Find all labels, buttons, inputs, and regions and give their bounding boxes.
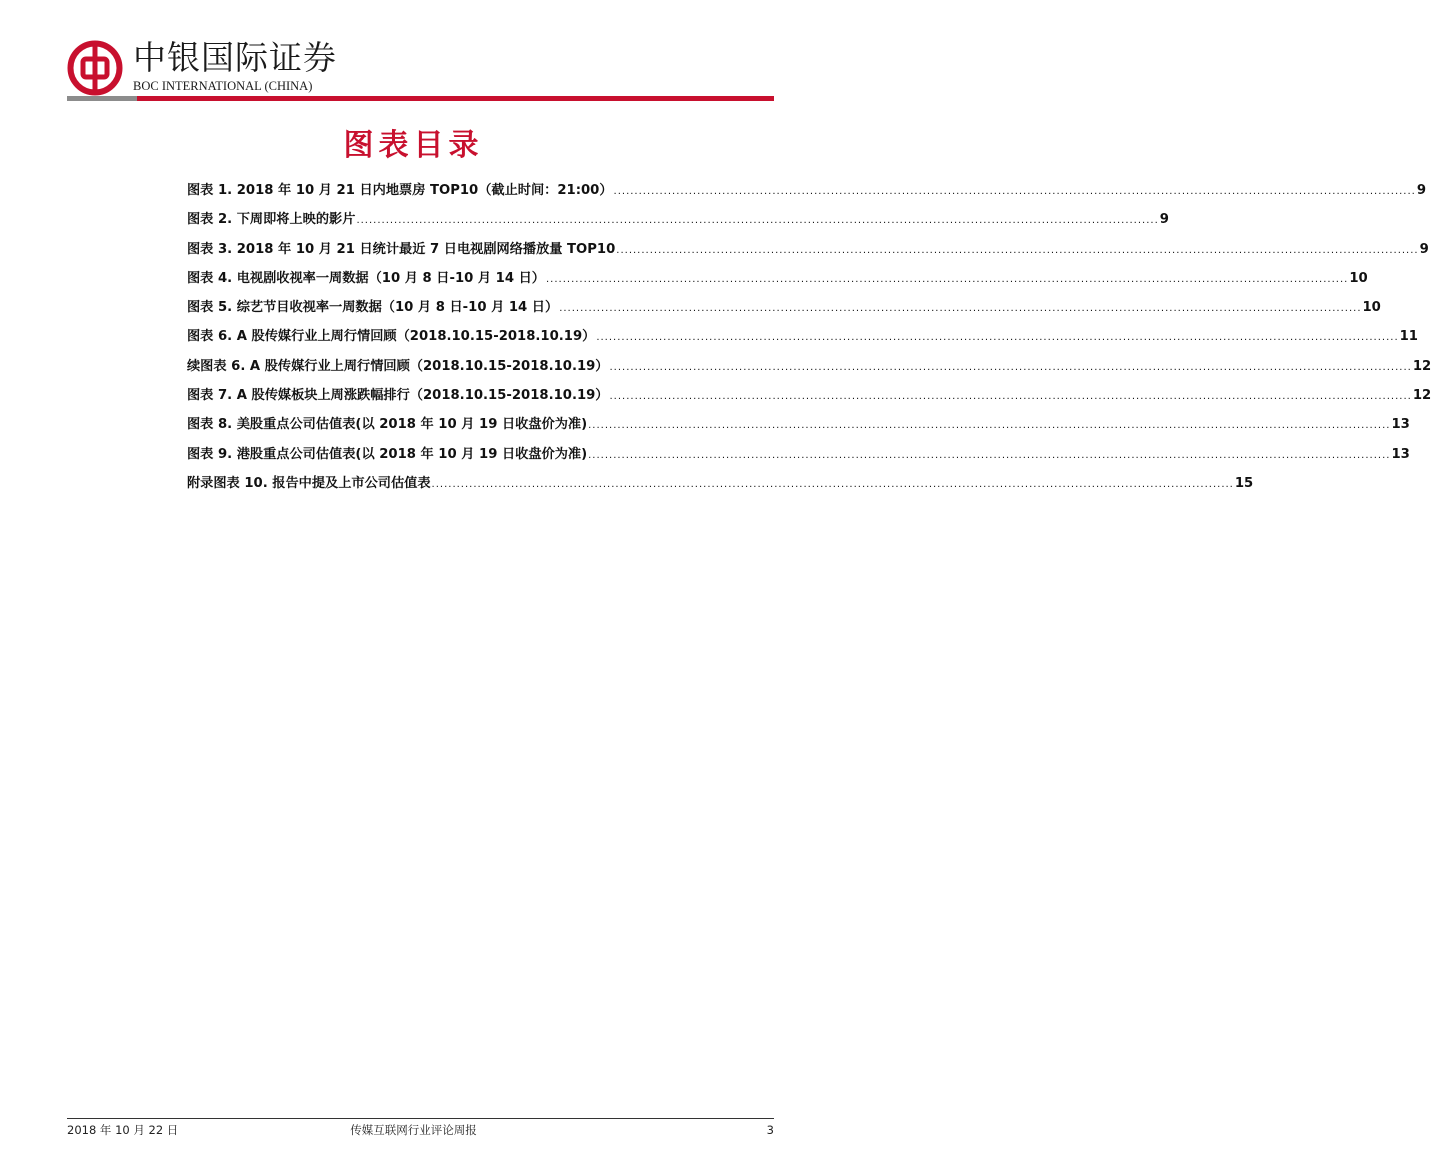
toc-entry-label: 图表 8. 美股重点公司估值表(以 2018 年 10 月 19 日收盘价为准) bbox=[187, 417, 588, 433]
toc-entry[interactable] bbox=[187, 180, 1427, 209]
toc-entry-page: 9 bbox=[1159, 212, 1169, 228]
toc-entry[interactable] bbox=[187, 268, 1368, 297]
brand-name-chinese: 中银国际证券 bbox=[133, 38, 337, 77]
toc-entry-page: 10 bbox=[1349, 270, 1368, 286]
toc-entry-page: 9 bbox=[1416, 183, 1427, 198]
dot-leader bbox=[616, 240, 1418, 262]
toc-entry-page: 13 bbox=[1391, 417, 1410, 433]
toc-entry-label: 图表 9. 港股重点公司估值表(以 2018 年 10 月 19 日收盘价为准) bbox=[187, 446, 588, 462]
dot-leader bbox=[610, 386, 1412, 408]
toc-entry-page: 12 bbox=[1412, 358, 1431, 374]
toc-entry[interactable] bbox=[187, 385, 1431, 414]
toc-list bbox=[187, 180, 1431, 502]
page-title: 图表目录 bbox=[343, 128, 484, 163]
dot-leader bbox=[614, 181, 1416, 203]
toc-entry[interactable] bbox=[187, 297, 1381, 326]
toc-entry-label: 图表 5. 综艺节目收视率一周数据（10 月 8 日-10 月 14 日） bbox=[187, 300, 559, 316]
toc-entry[interactable] bbox=[187, 473, 1254, 502]
header-rule-red bbox=[137, 96, 774, 101]
dot-leader bbox=[610, 357, 1412, 379]
toc-entry-page: 9 bbox=[1419, 241, 1429, 257]
footer-page-number: 3 bbox=[766, 1123, 774, 1137]
toc-entry-page: 11 bbox=[1399, 329, 1418, 345]
toc-entry-page: 10 bbox=[1362, 300, 1381, 316]
toc-entry-label: 附录图表 10. 报告中提及上市公司估值表 bbox=[187, 475, 431, 491]
footer-report-title: 传媒互联网行业评论周报 bbox=[350, 1123, 477, 1137]
toc-entry-page: 12 bbox=[1412, 388, 1431, 404]
toc-entry-label: 图表 4. 电视剧收视率一周数据（10 月 8 日-10 月 14 日） bbox=[187, 270, 545, 286]
toc-entry-label: 图表 6. A 股传媒行业上周行情回顾（2018.10.15-2018.10.19） bbox=[187, 329, 596, 345]
toc-entry-label: 续图表 6. A 股传媒行业上周行情回顾（2018.10.15-2018.10.19） bbox=[187, 358, 609, 374]
toc-entry[interactable] bbox=[187, 239, 1429, 268]
toc-entry[interactable] bbox=[187, 356, 1431, 385]
boc-logo-icon bbox=[67, 40, 123, 96]
toc-entry[interactable] bbox=[187, 414, 1410, 443]
toc-entry-label: 图表 1. 2018 年 10 月 21 日内地票房 TOP10（截止时间：21:00） bbox=[187, 183, 613, 198]
dot-leader bbox=[356, 210, 1158, 232]
dot-leader bbox=[588, 415, 1390, 437]
dot-leader bbox=[596, 327, 1398, 349]
dot-leader bbox=[546, 269, 1348, 291]
toc-entry-page: 13 bbox=[1391, 446, 1410, 462]
toc-entry-page: 15 bbox=[1234, 475, 1254, 491]
toc-entry-label: 图表 2. 下周即将上映的影片 bbox=[187, 212, 356, 228]
dot-leader bbox=[559, 298, 1361, 320]
dot-leader bbox=[432, 474, 1234, 496]
toc-entry[interactable] bbox=[187, 444, 1410, 473]
toc-entry[interactable] bbox=[187, 326, 1418, 355]
toc-entry-label: 图表 7. A 股传媒板块上周涨跌幅排行（2018.10.15-2018.10.19） bbox=[187, 388, 609, 404]
dot-leader bbox=[588, 445, 1390, 467]
header-rule-gray bbox=[67, 96, 137, 101]
footer-rule bbox=[67, 1118, 774, 1119]
footer-date: 2018 年 10 月 22 日 bbox=[67, 1123, 179, 1137]
brand-name-english: BOC INTERNATIONAL (CHINA) bbox=[133, 79, 313, 93]
toc-entry-label: 图表 3. 2018 年 10 月 21 日统计最近 7 日电视剧网络播放量 TOP10 bbox=[187, 241, 616, 257]
toc-entry[interactable] bbox=[187, 209, 1169, 238]
